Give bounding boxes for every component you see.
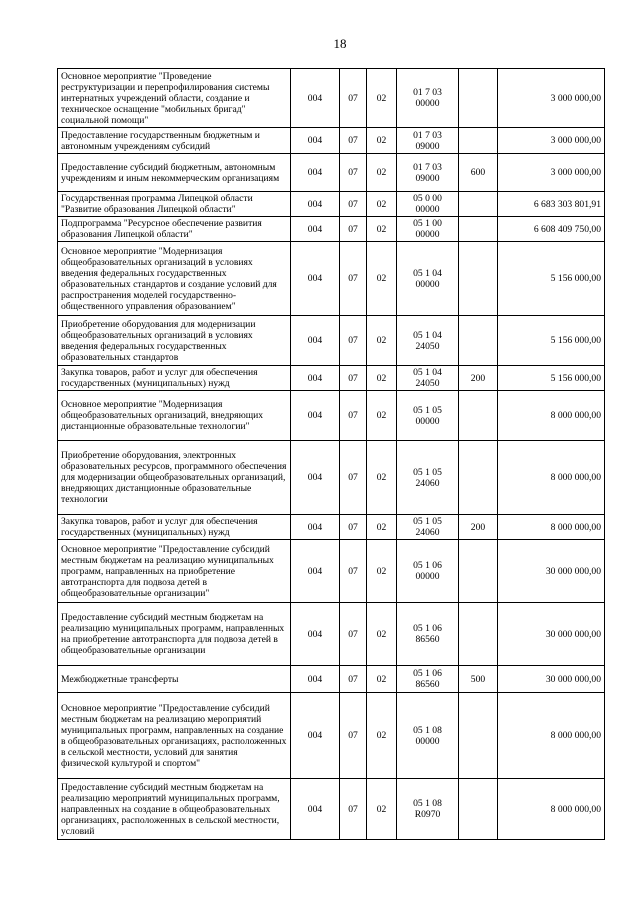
row-code: 01 7 03 09000 xyxy=(397,154,459,192)
table-row xyxy=(58,366,605,391)
row-subsection: 02 xyxy=(367,217,397,242)
row-name: Основное мероприятие "Предоставление субсидий местным бюджетам на реализацию мероприятий муниципальных программ, направленных на создание в общеобразовательных организациях, расположенных в сельской местности, условий для занятия физической культурой и спортом" xyxy=(58,693,291,779)
row-subsection: 02 xyxy=(367,128,397,154)
row-subsection: 02 xyxy=(367,391,397,441)
row-subsection: 02 xyxy=(367,779,397,840)
row-section: 07 xyxy=(340,154,367,192)
row-ministry: 004 xyxy=(291,441,340,515)
row-name: Основное мероприятие "Проведение реструктуризации и перепрофилирования системы интернатных учреждений области, создание и техническое оснащение "мобильных бригад" социальной помощи" xyxy=(58,69,291,128)
row-name: Закупка товаров, работ и услуг для обеспечения государственных (муниципальных) нужд xyxy=(58,515,291,540)
row-type: 500 xyxy=(459,666,498,693)
row-type xyxy=(459,441,498,515)
row-type: 200 xyxy=(459,515,498,540)
row-subsection: 02 xyxy=(367,540,397,603)
row-name: Предоставление субсидий местным бюджетам на реализацию мероприятий муниципальных программ, направленных на создание в общеобразовательных организациях, расположенных в сельской местности, условий xyxy=(58,779,291,840)
row-code: 05 1 04 24050 xyxy=(397,366,459,391)
row-code: 05 1 08 00000 xyxy=(397,693,459,779)
budget-table xyxy=(57,68,605,840)
row-amount: 30 000 000,00 xyxy=(498,540,605,603)
row-type xyxy=(459,242,498,316)
row-amount: 3 000 000,00 xyxy=(498,154,605,192)
row-name: Предоставление субсидий местным бюджетам на реализацию муниципальных программ, направленных на приобретение автотранспорта для подвоза детей в общеобразовательные организации xyxy=(58,603,291,666)
row-amount: 8 000 000,00 xyxy=(498,441,605,515)
row-type xyxy=(459,69,498,128)
row-type xyxy=(459,217,498,242)
row-section: 07 xyxy=(340,666,367,693)
row-ministry: 004 xyxy=(291,540,340,603)
table-row xyxy=(58,316,605,366)
row-subsection: 02 xyxy=(367,69,397,128)
row-section: 07 xyxy=(340,540,367,603)
row-code: 05 0 00 00000 xyxy=(397,192,459,217)
row-code: 05 1 04 00000 xyxy=(397,242,459,316)
row-amount: 8 000 000,00 xyxy=(498,779,605,840)
row-code: 05 1 05 00000 xyxy=(397,391,459,441)
row-type xyxy=(459,391,498,441)
table-row xyxy=(58,217,605,242)
row-ministry: 004 xyxy=(291,128,340,154)
row-subsection: 02 xyxy=(367,316,397,366)
row-code: 05 1 05 24060 xyxy=(397,441,459,515)
row-ministry: 004 xyxy=(291,316,340,366)
row-ministry: 004 xyxy=(291,515,340,540)
table-row xyxy=(58,192,605,217)
row-amount: 5 156 000,00 xyxy=(498,366,605,391)
row-section: 07 xyxy=(340,391,367,441)
table-row xyxy=(58,154,605,192)
table-row xyxy=(58,242,605,316)
row-type xyxy=(459,128,498,154)
row-type xyxy=(459,693,498,779)
row-name: Основное мероприятие "Предоставление субсидий местным бюджетам на реализацию муниципальных программ, направленных на приобретение автотранспорта для подвоза детей в общеобразовательные организации" xyxy=(58,540,291,603)
row-name: Приобретение оборудования, электронных образовательных ресурсов, программного обеспечения для модернизации общеобразовательных организаций, внедряющих дистанционные образовательные технологии xyxy=(58,441,291,515)
row-amount: 6 608 409 750,00 xyxy=(498,217,605,242)
row-ministry: 004 xyxy=(291,366,340,391)
table-row xyxy=(58,69,605,128)
row-name: Основное мероприятие "Модернизация общеобразовательных организаций в условиях введения федеральных государственных образовательных стандартов и создание условий для распространения моделей государственно-общественного управления образованием" xyxy=(58,242,291,316)
row-subsection: 02 xyxy=(367,441,397,515)
row-section: 07 xyxy=(340,192,367,217)
row-ministry: 004 xyxy=(291,69,340,128)
row-section: 07 xyxy=(340,515,367,540)
table-row xyxy=(58,779,605,840)
row-section: 07 xyxy=(340,128,367,154)
row-ministry: 004 xyxy=(291,192,340,217)
row-amount: 3 000 000,00 xyxy=(498,69,605,128)
row-name: Приобретение оборудования для модернизации общеобразовательных организаций в условиях введения федеральных государственных образовательных стандартов xyxy=(58,316,291,366)
row-subsection: 02 xyxy=(367,242,397,316)
table-row xyxy=(58,693,605,779)
row-subsection: 02 xyxy=(367,693,397,779)
table-row xyxy=(58,666,605,693)
row-amount: 8 000 000,00 xyxy=(498,693,605,779)
row-ministry: 004 xyxy=(291,391,340,441)
row-type xyxy=(459,540,498,603)
table-row xyxy=(58,441,605,515)
row-type xyxy=(459,192,498,217)
row-section: 07 xyxy=(340,779,367,840)
row-code: 05 1 06 86560 xyxy=(397,603,459,666)
row-subsection: 02 xyxy=(367,603,397,666)
row-code: 05 1 06 00000 xyxy=(397,540,459,603)
row-subsection: 02 xyxy=(367,515,397,540)
row-ministry: 004 xyxy=(291,603,340,666)
row-ministry: 004 xyxy=(291,779,340,840)
row-subsection: 02 xyxy=(367,154,397,192)
row-name: Межбюджетные трансферты xyxy=(58,666,291,693)
row-section: 07 xyxy=(340,603,367,666)
row-ministry: 004 xyxy=(291,242,340,316)
row-code: 05 1 06 86560 xyxy=(397,666,459,693)
row-code: 01 7 03 00000 xyxy=(397,69,459,128)
row-name: Предоставление государственным бюджетным и автономным учреждениям субсидий xyxy=(58,128,291,154)
row-code: 05 1 08 R0970 xyxy=(397,779,459,840)
row-section: 07 xyxy=(340,242,367,316)
row-amount: 8 000 000,00 xyxy=(498,515,605,540)
row-type xyxy=(459,603,498,666)
row-section: 07 xyxy=(340,693,367,779)
page-number: 18 xyxy=(333,36,347,51)
row-amount: 30 000 000,00 xyxy=(498,666,605,693)
row-section: 07 xyxy=(340,217,367,242)
row-name: Закупка товаров, работ и услуг для обеспечения государственных (муниципальных) нужд xyxy=(58,366,291,391)
row-name: Предоставление субсидий бюджетным, автономным учреждениям и иным некоммерческим организациям xyxy=(58,154,291,192)
row-type xyxy=(459,779,498,840)
row-subsection: 02 xyxy=(367,192,397,217)
row-amount: 8 000 000,00 xyxy=(498,391,605,441)
row-type: 600 xyxy=(459,154,498,192)
row-amount: 5 156 000,00 xyxy=(498,242,605,316)
row-name: Подпрограмма "Ресурсное обеспечение развития образования Липецкой области" xyxy=(58,217,291,242)
row-ministry: 004 xyxy=(291,217,340,242)
row-amount: 5 156 000,00 xyxy=(498,316,605,366)
row-type xyxy=(459,316,498,366)
table-row xyxy=(58,515,605,540)
row-code: 01 7 03 09000 xyxy=(397,128,459,154)
row-amount: 3 000 000,00 xyxy=(498,128,605,154)
row-subsection: 02 xyxy=(367,666,397,693)
row-section: 07 xyxy=(340,69,367,128)
row-code: 05 1 05 24060 xyxy=(397,515,459,540)
row-name: Государственная программа Липецкой области "Развитие образования Липецкой области" xyxy=(58,192,291,217)
row-ministry: 004 xyxy=(291,154,340,192)
table-row xyxy=(58,540,605,603)
table-row xyxy=(58,128,605,154)
row-code: 05 1 00 00000 xyxy=(397,217,459,242)
row-section: 07 xyxy=(340,316,367,366)
row-amount: 30 000 000,00 xyxy=(498,603,605,666)
row-ministry: 004 xyxy=(291,666,340,693)
row-name: Основное мероприятие "Модернизация общеобразовательных организаций, внедряющих дистанционные образовательные технологии" xyxy=(58,391,291,441)
row-type: 200 xyxy=(459,366,498,391)
table-row xyxy=(58,391,605,441)
row-code: 05 1 04 24050 xyxy=(397,316,459,366)
row-amount: 6 683 303 801,91 xyxy=(498,192,605,217)
row-subsection: 02 xyxy=(367,366,397,391)
row-section: 07 xyxy=(340,366,367,391)
row-section: 07 xyxy=(340,441,367,515)
table-row xyxy=(58,603,605,666)
row-ministry: 004 xyxy=(291,693,340,779)
